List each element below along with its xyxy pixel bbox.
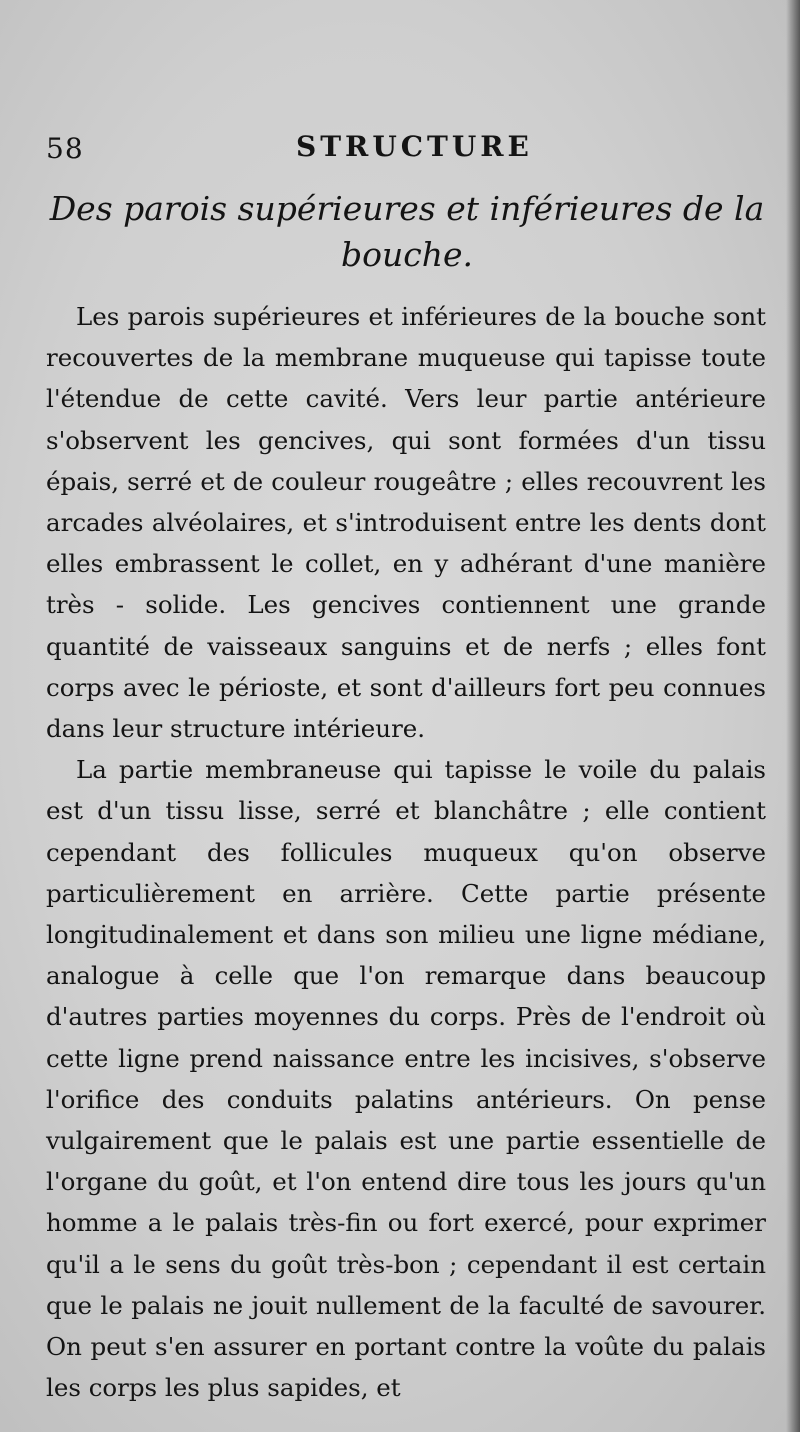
paragraph-1: Les parois supérieures et inférieures de la bouche sont recouvertes de la membrane muqueuse qui tapisse toute l'étendue de cette cavité. Vers leur partie antérieure s'observent les gencives, qui sont formées d'un tissu épais, serré et de couleur rougeâtre ; elles recouvrent les arcades alvéolaires, et s'introduisent entre les dents dont elles embrassent le collet, en y adhérant d'une manière très - solide. Les gencives contiennent une grande quantité de vaisseaux sanguins et de nerfs ; elles font corps avec le périoste, et sont d'ailleurs fort peu connues dans leur structure intérieure. bbox=[46, 302, 766, 744]
running-head: STRUCTURE bbox=[296, 130, 533, 163]
page-number: 58 bbox=[46, 132, 84, 165]
body-text bbox=[46, 296, 766, 1408]
page-edge-shadow bbox=[786, 0, 800, 1432]
page-header bbox=[46, 128, 766, 168]
section-title: Des parois supérieures et inférieures de la bouche. bbox=[49, 189, 765, 274]
paragraph-2: La partie membraneuse qui tapisse le voile du palais est d'un tissu lisse, serré et blanchâtre ; elle contient cependant des follicules muqueux qu'on observe particulièrement en arrière. Cette partie présente longitudinalement et dans son milieu une ligne médiane, analogue à celle que l'on remarque dans beaucoup d'autres parties moyennes du corps. Près de l'endroit où cette ligne prend naissance entre les incisives, s'observe l'orifice des conduits palatins antérieurs. On pense vulgairement que le palais est une partie essentielle de l'organe du goût, et l'on entend dire tous les jours qu'un homme a le palais très-fin ou fort exercé, pour exprimer qu'il a le sens du goût très-bon ; cependant il est certain que le palais ne jouit nullement de la faculté de savourer. On peut s'en assurer en portant contre la voûte du palais les corps les plus sapides, et bbox=[46, 755, 766, 1403]
